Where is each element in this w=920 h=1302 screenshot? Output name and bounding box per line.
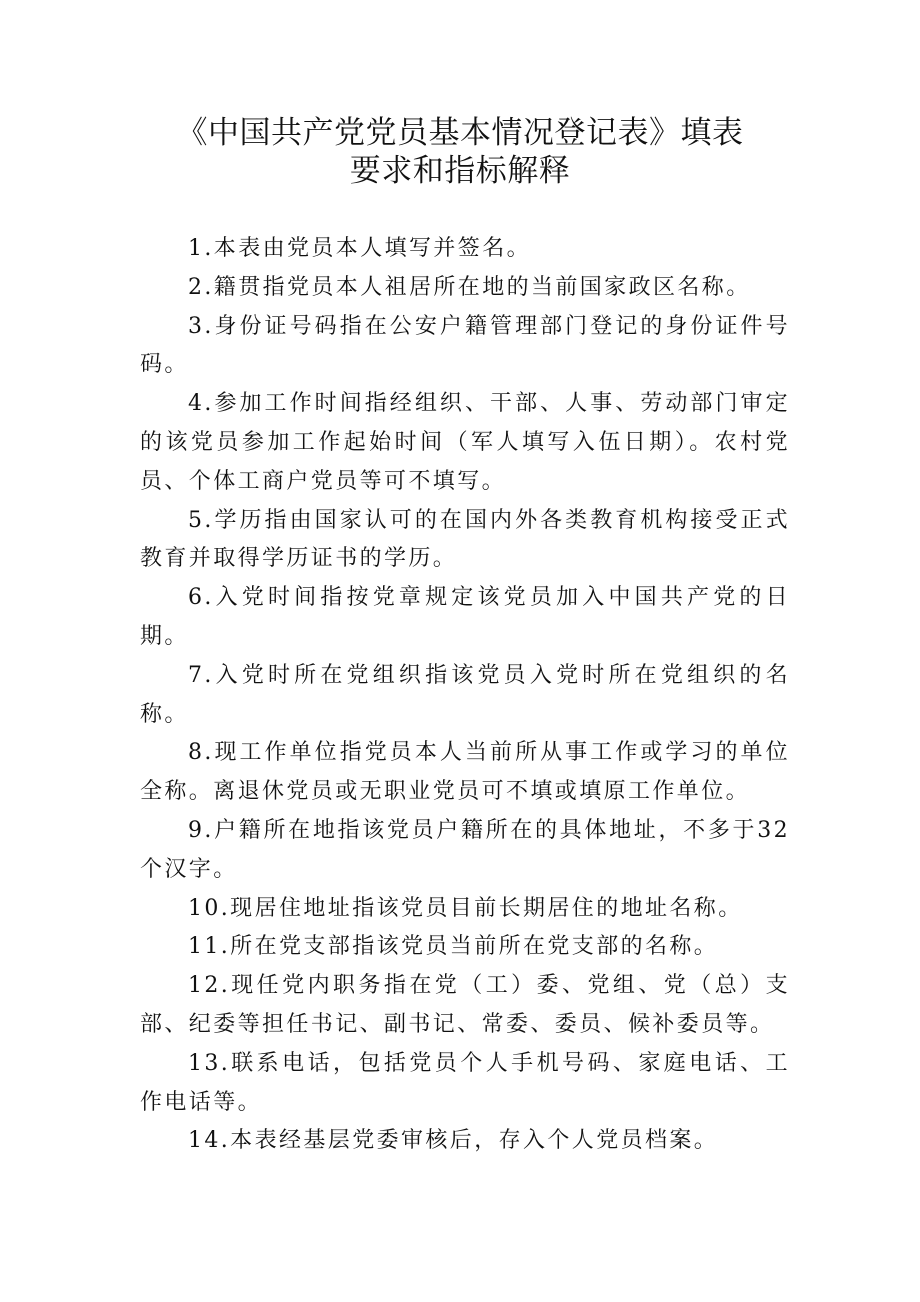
instruction-item-3: 3.身份证号码指在公安户籍管理部门登记的身份证件号码。 <box>140 313 790 378</box>
instruction-item-2: 2.籍贯指党员本人祖居所在地的当前国家政区名称。 <box>188 274 751 300</box>
instructions-list <box>140 230 790 1161</box>
instruction-item-11: 11.所在党支部指该党员当前所在党支部的名称。 <box>188 934 719 960</box>
document-title-line-2: 要求和指标解释 <box>349 153 571 189</box>
instruction-item-1: 1.本表由党员本人填写并签名。 <box>188 236 531 261</box>
instruction-item-10: 10.现居住地址指该党员目前长期居住的地址名称。 <box>188 895 743 921</box>
instruction-item-8: 8.现工作单位指党员本人当前所从事工作或学习的单位全称。离退休党员或无职业党员可不填或填原工作单位。 <box>140 740 790 805</box>
instruction-item-5: 5.学历指由国家认可的在国内外各类教育机构接受正式教育并取得学历证书的学历。 <box>140 507 790 572</box>
instruction-item-9: 9.户籍所在地指该党员户籍所在的具体地址，不多于32个汉字。 <box>140 817 790 882</box>
instruction-item-7: 7.入党时所在党组织指该党员入党时所在党组织的名称。 <box>140 662 790 727</box>
instruction-item-12: 12.现任党内职务指在党（工）委、党组、党（总）支部、纪委等担任书记、副书记、常委、委员、候补委员等。 <box>140 973 790 1037</box>
instruction-item-14: 14.本表经基层党委审核后，存入个人党员档案。 <box>188 1128 719 1154</box>
instruction-item-6: 6.入党时间指按党章规定该党员加入中国共产党的日期。 <box>140 585 790 649</box>
instruction-item-13: 13.联系电话，包括党员个人手机号码、家庭电话、工作电话等。 <box>140 1050 790 1115</box>
instruction-item-4: 4.参加工作时间指经组织、干部、人事、劳动部门审定的该党员参加工作起始时间（军人填写入伍日期）。农村党员、个体工商户党员等可不填写。 <box>140 391 790 494</box>
document-title-line-1: 《中国共产党党员基本情况登记表》填表 <box>176 115 744 151</box>
